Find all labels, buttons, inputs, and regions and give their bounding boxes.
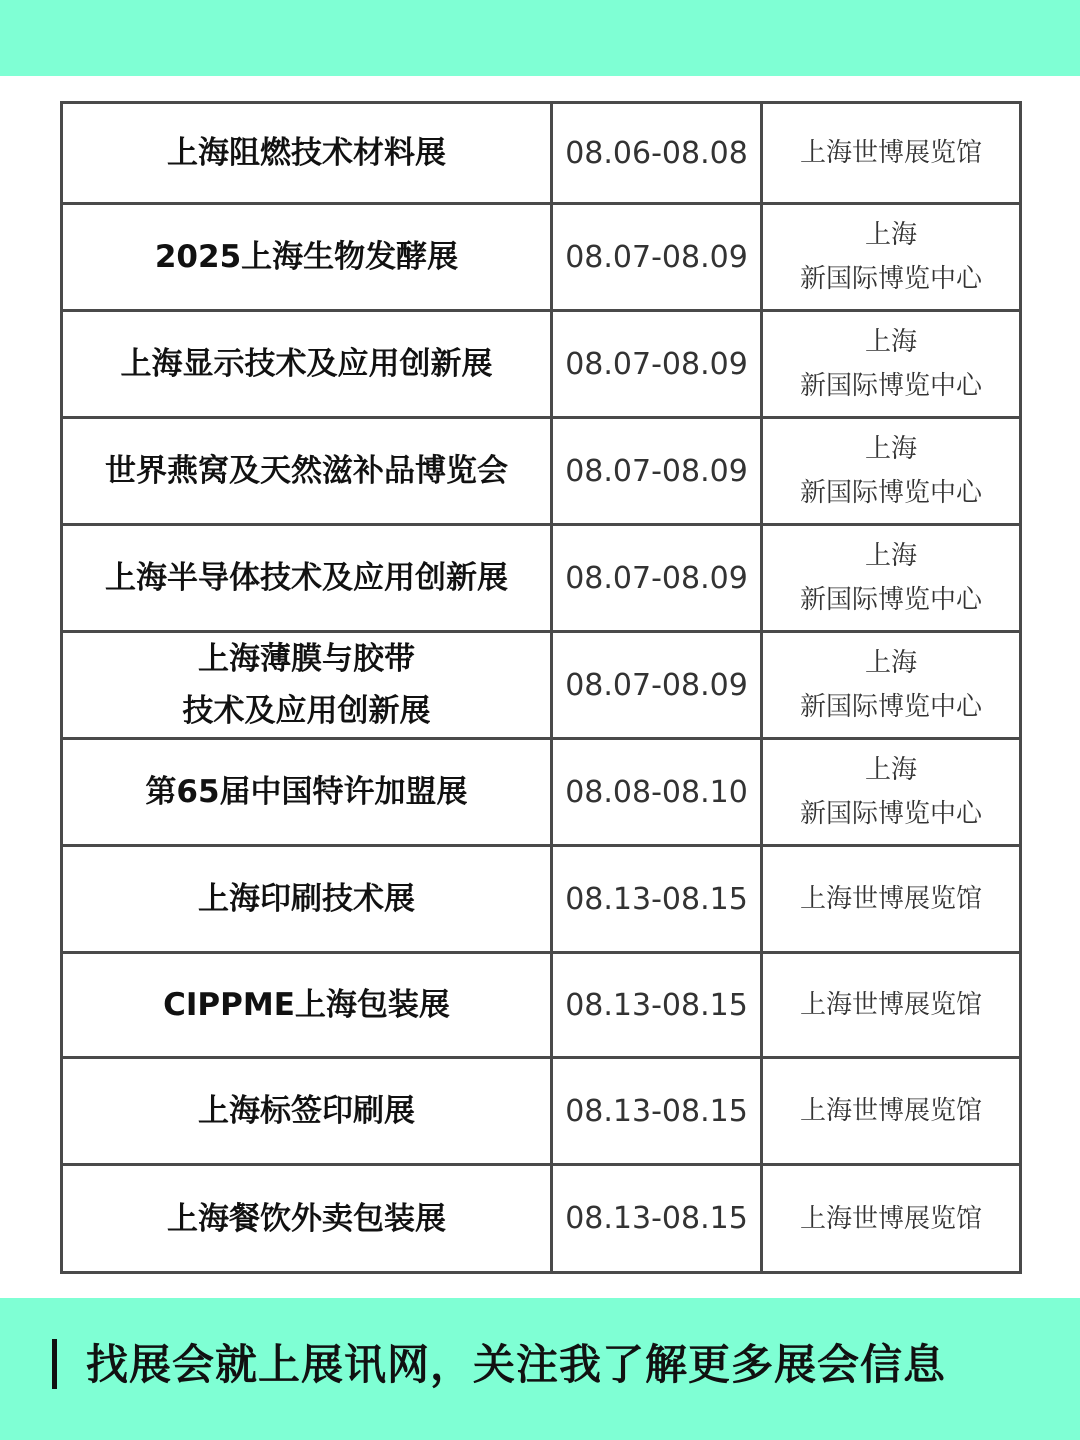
vertical-bar-icon — [52, 1339, 57, 1389]
table-row — [62, 953, 1021, 1058]
exhibition-name: 2025上海生物发酵展 — [154, 239, 459, 275]
exhibition-date: 08.06-08.08 — [565, 135, 748, 171]
table-row — [62, 632, 1021, 739]
exhibition-name-cell — [62, 953, 552, 1058]
exhibition-name-cell — [62, 632, 552, 739]
exhibition-venue-cell — [762, 1165, 1021, 1273]
exhibition-date: 08.13-08.15 — [565, 987, 748, 1023]
exhibition-venue: 上海 新国际博览中心 — [799, 541, 982, 615]
exhibition-venue-cell — [762, 953, 1021, 1058]
exhibition-venue-cell — [762, 103, 1021, 204]
exhibition-date-cell — [552, 418, 762, 525]
exhibition-venue-cell — [762, 1058, 1021, 1165]
exhibition-date-cell — [552, 1058, 762, 1165]
table-row — [62, 103, 1021, 204]
table-row — [62, 1058, 1021, 1165]
footer-banner — [0, 1298, 1080, 1440]
exhibition-date: 08.13-08.15 — [565, 1201, 748, 1236]
exhibition-name: 上海餐饮外卖包装展 — [167, 1200, 446, 1237]
exhibition-venue-cell — [762, 632, 1021, 739]
exhibition-date: 08.07-08.09 — [565, 667, 748, 703]
exhibition-name-cell — [62, 311, 552, 418]
exhibition-date: 08.08-08.10 — [565, 774, 748, 810]
exhibition-name-cell — [62, 1058, 552, 1165]
exhibition-date-cell — [552, 311, 762, 418]
exhibition-date-cell — [552, 204, 762, 311]
exhibition-venue: 上海 新国际博览中心 — [799, 648, 982, 722]
exhibition-date: 08.13-08.15 — [565, 881, 748, 917]
table-row — [62, 204, 1021, 311]
exhibition-name-cell — [62, 103, 552, 204]
footer-slogan: 找展会就上展讯网，关注我了解更多展会信息 — [86, 1340, 947, 1389]
exhibition-venue-cell — [762, 525, 1021, 632]
exhibition-date: 08.13-08.15 — [565, 1093, 748, 1129]
exhibition-name: 上海显示技术及应用创新展 — [120, 346, 493, 382]
exhibition-venue: 上海 新国际博览中心 — [799, 755, 982, 829]
exhibition-date-cell — [552, 525, 762, 632]
exhibition-date: 08.07-08.09 — [565, 453, 748, 489]
exhibition-venue-cell — [762, 311, 1021, 418]
exhibition-date-cell — [552, 103, 762, 204]
exhibition-schedule-table — [60, 101, 1022, 1274]
table-row — [62, 525, 1021, 632]
exhibition-name-cell — [62, 739, 552, 846]
exhibition-date: 08.07-08.09 — [565, 560, 748, 596]
table-row — [62, 846, 1021, 953]
exhibition-name: 第65届中国特许加盟展 — [145, 774, 468, 810]
exhibition-name: CIPPME上海包装展 — [163, 987, 450, 1023]
exhibition-venue: 上海世博展览馆 — [799, 1096, 982, 1126]
table-row — [62, 739, 1021, 846]
exhibition-date-cell — [552, 739, 762, 846]
top-accent-band — [0, 0, 1080, 76]
exhibition-name: 上海标签印刷展 — [198, 1093, 415, 1129]
exhibition-name: 上海半导体技术及应用创新展 — [105, 560, 508, 596]
exhibition-name: 上海印刷技术展 — [198, 881, 415, 917]
exhibition-name: 上海薄膜与胶带 技术及应用创新展 — [182, 641, 431, 729]
exhibition-venue-cell — [762, 846, 1021, 953]
table-row — [62, 418, 1021, 525]
exhibition-name-cell — [62, 418, 552, 525]
table-row — [62, 311, 1021, 418]
exhibition-venue-cell — [762, 418, 1021, 525]
exhibition-name-cell — [62, 525, 552, 632]
exhibition-date-cell — [552, 846, 762, 953]
exhibition-venue-cell — [762, 204, 1021, 311]
table-row — [62, 1165, 1021, 1273]
exhibition-name: 世界燕窝及天然滋补品博览会 — [105, 453, 508, 489]
exhibition-date-cell — [552, 1165, 762, 1273]
exhibition-date-cell — [552, 953, 762, 1058]
exhibition-date-cell — [552, 632, 762, 739]
exhibition-venue: 上海 新国际博览中心 — [799, 220, 982, 294]
exhibition-date: 08.07-08.09 — [565, 239, 748, 275]
exhibition-date: 08.07-08.09 — [565, 346, 748, 382]
exhibition-venue: 上海世博展览馆 — [799, 1203, 982, 1234]
exhibition-name-cell — [62, 1165, 552, 1273]
exhibition-name-cell — [62, 204, 552, 311]
exhibition-venue: 上海世博展览馆 — [799, 990, 982, 1020]
exhibition-name-cell — [62, 846, 552, 953]
exhibition-venue-cell — [762, 739, 1021, 846]
exhibition-name: 上海阻燃技术材料展 — [167, 135, 446, 171]
exhibition-venue: 上海世博展览馆 — [799, 138, 982, 168]
exhibition-venue: 上海 新国际博览中心 — [799, 327, 982, 401]
exhibition-venue: 上海世博展览馆 — [799, 884, 982, 914]
exhibition-venue: 上海 新国际博览中心 — [799, 434, 982, 508]
